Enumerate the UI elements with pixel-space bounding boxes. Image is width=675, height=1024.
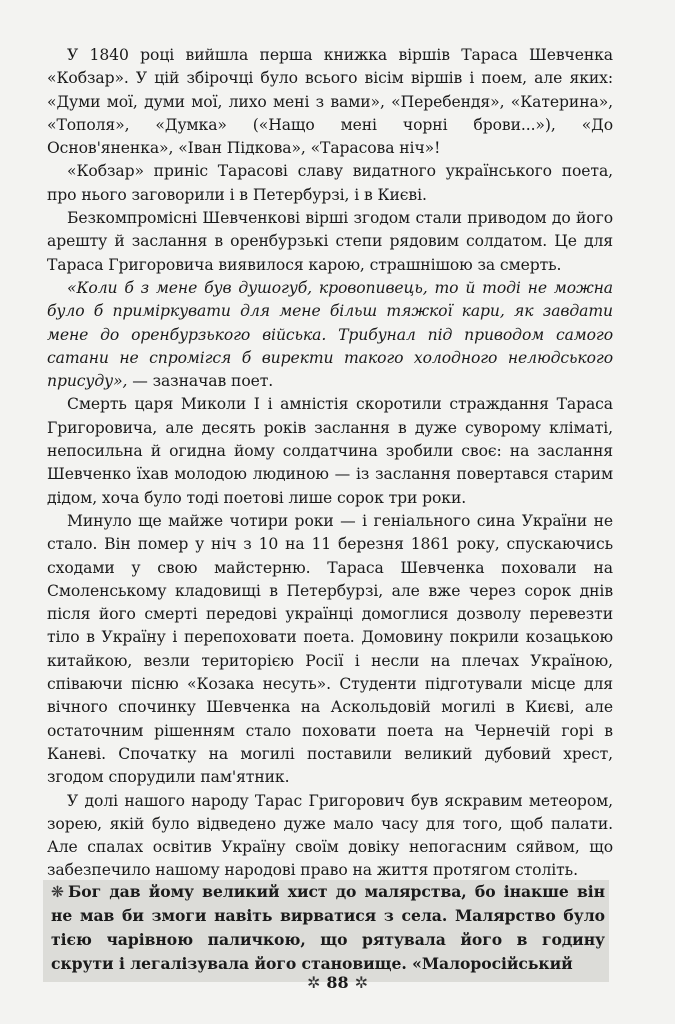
paragraph-kobzar-fame: «Кобзар» приніс Тарасові славу видатного українського поета, про нього заговорили і в Петербурзі, і в Києві.: [47, 162, 613, 204]
flower-ornament-icon: ❋: [51, 883, 65, 901]
paragraph-meteor: У долі нашого народу Тарас Григорович був яскравим метеором, зорею, якій було відведено дуже мало часу для того, щоб палати. Але спалах освітив Україну своїм довіку непогасним сяйвом, що забезпечило нашому народові право на життя протягом століть.: [47, 791, 613, 880]
boxed-note-text: Бог дав йому великий хист до малярства, бо інакше він не мав би змоги навіть вирватися з села. Малярство було тією чарівною паличкою, що рятувала його в годину скрути і легалізувала його становище. «Малоросійський: [51, 882, 605, 973]
left-ornament-icon: ✲: [306, 973, 321, 992]
paragraph-death-burial: Минуло ще майже чотири роки — і геніального сина України не стало. Він помер у ніч з 10 на 11 березня 1861 року, спускаючись сходами у свою майстерню. Тараса Шевченка поховали на Смоленському кладовищі в Петербурзі, але вже через сорок днів після його смерті передові українці домоглися дозволу перевезти тіло в Україну і перепоховати поета. Домовину покрили козацькою китайкою, везли територією Росії і несли на плечах Україною, співаючи пісню «Козака несуть». Студенти підготували місце для вічного спочинку Шевченка на Аскольдовій могилі в Києві, але остаточним рішенням стало поховати поета на Чернечій горі в Каневі. Спочатку на могилі поставили великий дубовий хрест, згодом спорудили пам'ятник.: [47, 511, 613, 787]
boxed-note: [43, 880, 609, 982]
page-body: [47, 44, 613, 883]
quote-paragraph: [47, 277, 613, 393]
page-number-footer: [0, 973, 675, 992]
paragraph-kobzar-1840: У 1840 році вийшла перша книжка віршів Тараса Шевченка «Кобзар». У цій збірочці було всього вісім віршів і поем, але яких: «Думи мої, думи мої, лихо мені з вами», «Перебендя», «Катерина», «Тополя», «Думка» («Нащо мені чорні брови...»), «До Основ'яненка», «Іван Підкова», «Тарасова ніч»!: [47, 46, 613, 158]
paragraph-amnesty: Смерть царя Миколи I і амністія скоротили страждання Тараса Григоровича, але десять років заслання в дуже суворому кліматі, непосильна й огидна йому солдатчина зробили своє: на заслання Шевченко їхав молодою людиною — із заслання повертався старим дідом, хоча було тоді поетові лише сорок три роки.: [47, 395, 613, 507]
paragraph-arrest: Безкомпромісні Шевченкові вірші згодом стали приводом до його арешту й заслання в оренбурзькі степи рядовим солдатом. Це для Тараса Григоровича виявилося карою, страшнішою за смерть.: [47, 209, 613, 274]
quote-attribution: — зазначав поет.: [132, 372, 274, 391]
right-ornament-icon: ✲: [354, 973, 369, 992]
page-number: 88: [326, 973, 349, 992]
quote-text: «Коли б з мене був душогуб, кровопивець, то й тоді не можна було б приміркувати для мене більш тяжкої кари, як завдати мене до оренбурзького війська. Трибунал під приводом самого сатани не спромігся б виректи такого холодного нелюдського присуду»,: [47, 278, 613, 391]
